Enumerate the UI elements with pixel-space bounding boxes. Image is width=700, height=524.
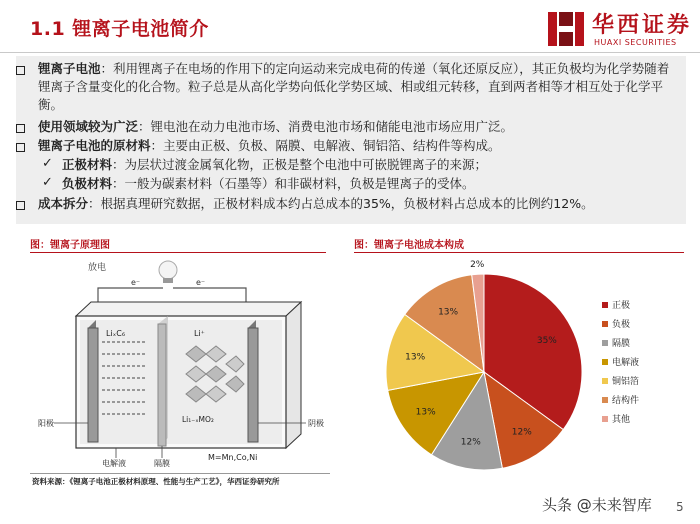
figure-right-caption-rule <box>354 252 684 253</box>
subitem-2-key: 负极材料 <box>62 176 113 191</box>
discharge-label: 放电 <box>88 263 107 273</box>
bullet-square-icon <box>16 201 25 210</box>
subitem-2 <box>62 175 475 193</box>
legend-swatch-2 <box>602 340 608 346</box>
bullet-1-text: ：利用锂离子在电场的作用下的定向运动来完成电荷的传递（氧化还原反应），其正负极均为化学势随着锂离子含量变化的化合物。粒子总是从高化学势向低化学势区域、相或组元转移，直到两者相等才相互处于化学平衡。 <box>38 61 670 112</box>
footer-rule <box>30 473 330 474</box>
pie-data-label-5: 13% <box>438 307 459 318</box>
pie-data-label-6: 2% <box>470 260 485 271</box>
legend-swatch-6 <box>602 416 608 422</box>
bullet-square-icon <box>16 143 25 152</box>
logo-en-text: HUAXI SECURITIES <box>594 38 677 47</box>
subitem-1 <box>62 156 487 174</box>
figure-left-caption: 图：锂离子原理图 <box>30 240 110 251</box>
bullet-square-icon <box>16 124 25 133</box>
cell-top-face <box>76 302 301 316</box>
watermark: 头条 @未来智库 <box>542 496 652 514</box>
bullet-2-key: 使用领域较为广泛 <box>38 119 139 134</box>
lic6-label: LiₓC₆ <box>106 329 126 338</box>
subitem-2-text: ：一般为碳素材料（石墨等）和非碳材料，负极是锂离子的受体。 <box>112 176 475 191</box>
legend-swatch-3 <box>602 359 608 365</box>
separator-slab <box>158 324 166 446</box>
bullet-square-icon <box>16 66 25 75</box>
checkmark-icon: ✓ <box>42 156 53 171</box>
bullet-3 <box>38 137 678 155</box>
figure-left-caption-rule <box>30 252 326 253</box>
bullet-1-key: 锂离子电池 <box>38 61 101 76</box>
pie-data-label-1: 12% <box>511 427 532 438</box>
battery-diagram <box>36 258 326 470</box>
bullet-2-text: ：锂电池在动力电池市场、消费电池市场和储能电池市场应用广泛。 <box>138 119 514 134</box>
bulb-base <box>163 278 173 283</box>
legend-label-5: 结构件 <box>612 396 640 406</box>
legend-label-1: 负极 <box>612 320 631 330</box>
page-title: 1.1 锂离子电池简介 <box>30 18 209 40</box>
bullet-4 <box>38 195 678 213</box>
page-number: 5 <box>676 500 684 514</box>
bullet-2 <box>38 118 678 136</box>
subitem-1-key: 正极材料 <box>62 157 113 172</box>
checkmark-icon: ✓ <box>42 175 53 190</box>
cost-pie-chart <box>376 258 696 470</box>
pie-data-label-0: 35% <box>536 335 557 346</box>
legend-label-3: 电解液 <box>612 358 640 368</box>
anode-slab <box>88 328 98 442</box>
bullet-1 <box>38 60 678 114</box>
pie-data-label-3: 13% <box>415 407 436 418</box>
electrolyte-label: 电解液 <box>102 459 126 468</box>
limo2-label: Li₁₋ₓMO₂ <box>182 415 214 424</box>
electron-label-1: e⁻ <box>131 278 141 287</box>
legend-swatch-1 <box>602 321 608 327</box>
li-plus-label: Li⁺ <box>194 329 205 338</box>
pie-data-label-2: 12% <box>460 437 481 448</box>
bulb-icon <box>159 261 177 279</box>
source-note: 资料来源：《锂离子电池正极材料原理、性能与生产工艺》，华西证券研究所 <box>32 477 280 486</box>
huaxi-logo-icon <box>546 10 586 48</box>
legend-swatch-5 <box>602 397 608 403</box>
header-rule <box>0 52 700 53</box>
separator-label: 隔膜 <box>154 459 170 468</box>
metal-label: M=Mn,Co,Ni <box>208 453 258 462</box>
pie-data-label-4: 13% <box>405 352 426 363</box>
anode-label: 阳极 <box>38 419 54 428</box>
legend-swatch-0 <box>602 302 608 308</box>
cathode-slab <box>248 328 258 442</box>
bullet-4-text: ：根据真理研究数据，正极材料成本约占总成本的35%，负极材料占总成本的比例约12%。 <box>88 196 594 211</box>
legend-label-6: 其他 <box>612 415 631 425</box>
bullet-4-key: 成本拆分 <box>38 196 89 211</box>
legend-swatch-4 <box>602 378 608 384</box>
bullet-3-key: 锂离子电池的原材料 <box>38 138 151 153</box>
bullet-3-text: ：主要由正极、负极、隔膜、电解液、铜铝箔、结构件等构成。 <box>150 138 501 153</box>
legend-label-2: 隔膜 <box>612 339 631 349</box>
legend-label-0: 正极 <box>612 301 631 311</box>
cathode-label: 阴极 <box>308 419 324 428</box>
electron-label-2: e⁻ <box>196 278 206 287</box>
logo-cn-text: 华西证券 <box>592 13 693 38</box>
figure-right-caption: 图：锂离子电池成本构成 <box>354 240 464 251</box>
subitem-1-text: ：为层状过渡金属氧化物，正极是整个电池中可嵌脱锂离子的来源； <box>112 157 488 172</box>
legend-label-4: 铜铝箔 <box>612 377 640 387</box>
cell-side-face <box>286 302 301 448</box>
